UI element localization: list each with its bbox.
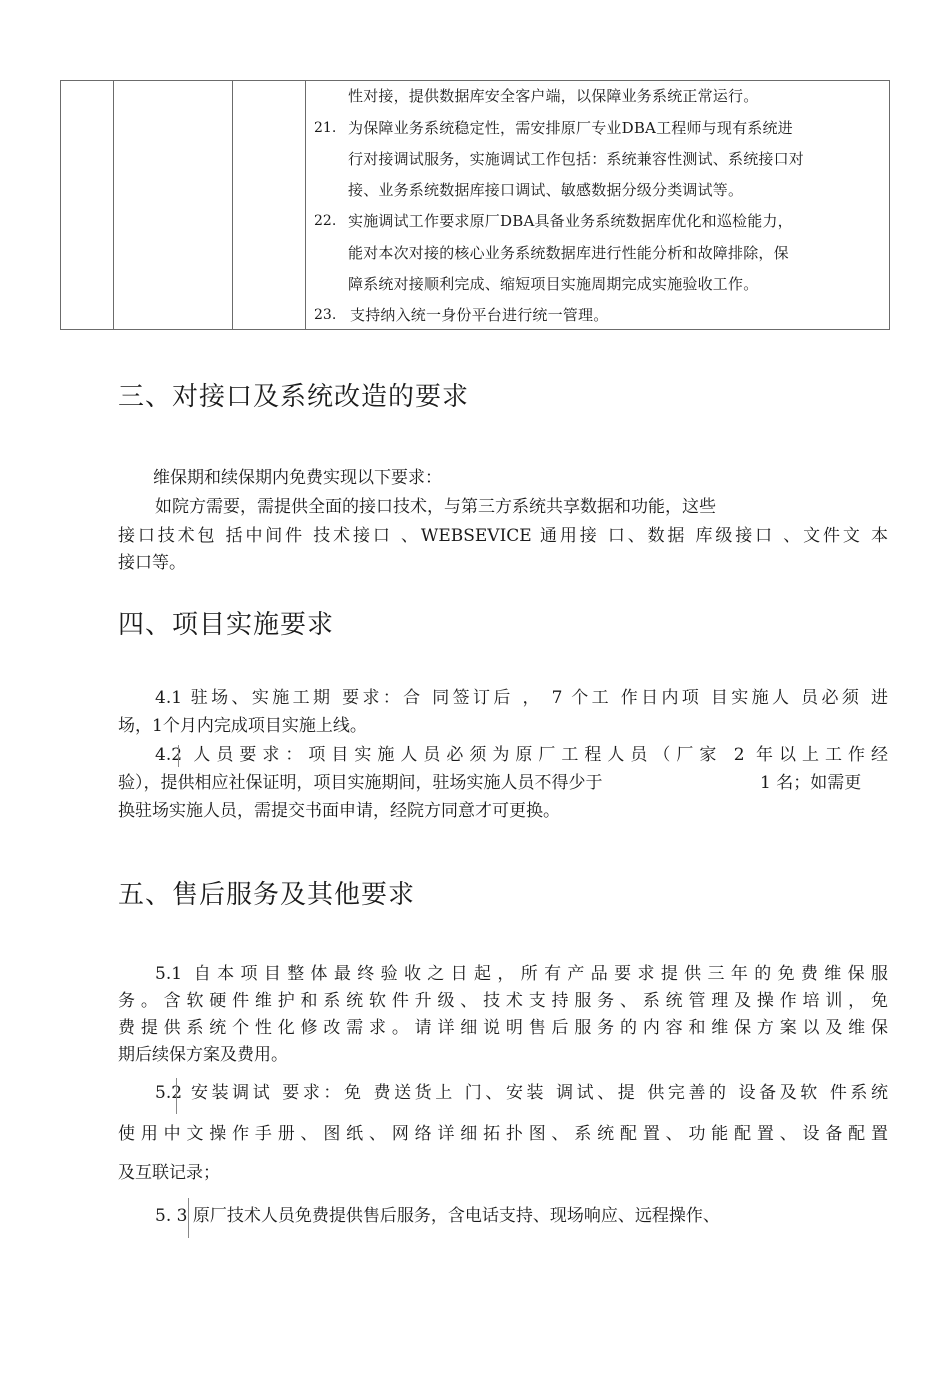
table-line: 能对本次对接的核心业务系统数据库进行性能分析和故障排除，保 <box>348 244 789 262</box>
paragraph-line: 维保期和续保期内免费实现以下要求： <box>153 468 442 488</box>
table-column-divider <box>113 81 114 329</box>
paragraph-line: 务。含软硬件维护和系统软件升级、技术支持服务、系统管理及操作培训，免 <box>118 991 888 1011</box>
table-item-number: 21. <box>314 120 337 136</box>
paragraph-line: 4.1 驻场、实施工期 要求：合 同签订后 ， 7 个工 作日内项 目实施人 员必须 进 <box>155 688 888 708</box>
paragraph-line: 场，1个月内完成项目实施上线。 <box>118 716 367 736</box>
paragraph-line: 费提供系统个性化修改需求。请详细说明售后服务的内容和维保方案以及维保 <box>118 1018 888 1038</box>
paragraph-line: 5. 3 原厂技术人员免费提供售后服务，含电话支持、现场响应、远程操作、 <box>155 1206 720 1226</box>
text-cursor-mark <box>176 1078 177 1114</box>
paragraph-line: 接口等。 <box>118 553 186 573</box>
section-3-heading: 三、对接口及系统改造的要求 <box>118 382 470 412</box>
paragraph-line: 5.1 自本项目整体最终验收之日起，所有产品要求提供三年的免费维保服 <box>155 964 888 984</box>
requirements-table <box>60 80 890 330</box>
table-line: 支持纳入统一身份平台进行统一管理。 <box>350 306 609 324</box>
paragraph-line: 验），提供相应社保证明，项目实施期间，驻场实施人员不得少于 <box>118 773 603 793</box>
table-item-number: 23. <box>314 307 337 323</box>
section-5-heading: 五、售后服务及其他要求 <box>118 880 416 910</box>
paragraph-line: 换驻场实施人员，需提交书面申请，经院方同意才可更换。 <box>118 801 560 821</box>
paragraph-line: 使用中文操作手册、图纸、网络详细拓扑图、系统配置、功能配置、设备配置 <box>118 1124 888 1144</box>
paragraph-line: 4.2 人员要求：项目实施人员必须为原厂工程人员（厂家 2 年以上工作经 <box>155 745 888 765</box>
table-line: 障系统对接顺利完成、缩短项目实施周期完成实施验收工作。 <box>348 275 759 293</box>
paragraph-line: 5.2 安装调试 要求：免 费送货上 门、安装 调试、提 供完善的 设备及软 件系统 <box>155 1083 888 1103</box>
text-cursor-mark <box>178 745 179 767</box>
paragraph-line: 接口技术包 括中间件 技术接口 、WEBSEVICE 通用接 口、数据 库级接口 、文件文 本 <box>118 526 888 546</box>
table-line: 实施调试工作要求原厂DBA具备业务系统数据库优化和巡检能力， <box>348 212 793 230</box>
paragraph-line: 期后续保方案及费用。 <box>118 1045 288 1065</box>
paragraph-line: 如院方需要，需提供全面的接口技术，与第三方系统共享数据和功能，这些 <box>155 497 716 517</box>
section-4-heading: 四、项目实施要求 <box>118 610 335 640</box>
table-requirements-cell <box>306 81 889 329</box>
paragraph-line: 及互联记录； <box>118 1163 220 1183</box>
table-line: 接、业务系统数据库接口调试、敏感数据分级分类调试等。 <box>348 181 744 199</box>
table-line: 行对接调试服务，实施调试工作包括：系统兼容性测试、系统接口对 <box>348 150 805 168</box>
text-cursor-mark <box>188 1198 189 1238</box>
table-line: 性对接，提供数据库安全客户端，以保障业务系统正常运行。 <box>348 87 759 105</box>
table-item-number: 22. <box>314 213 337 229</box>
paragraph-line: 1 名；如需更 <box>760 773 862 793</box>
table-line: 为保障业务系统稳定性，需安排原厂专业DBA工程师与现有系统进 <box>348 119 793 137</box>
table-column-divider <box>232 81 233 329</box>
